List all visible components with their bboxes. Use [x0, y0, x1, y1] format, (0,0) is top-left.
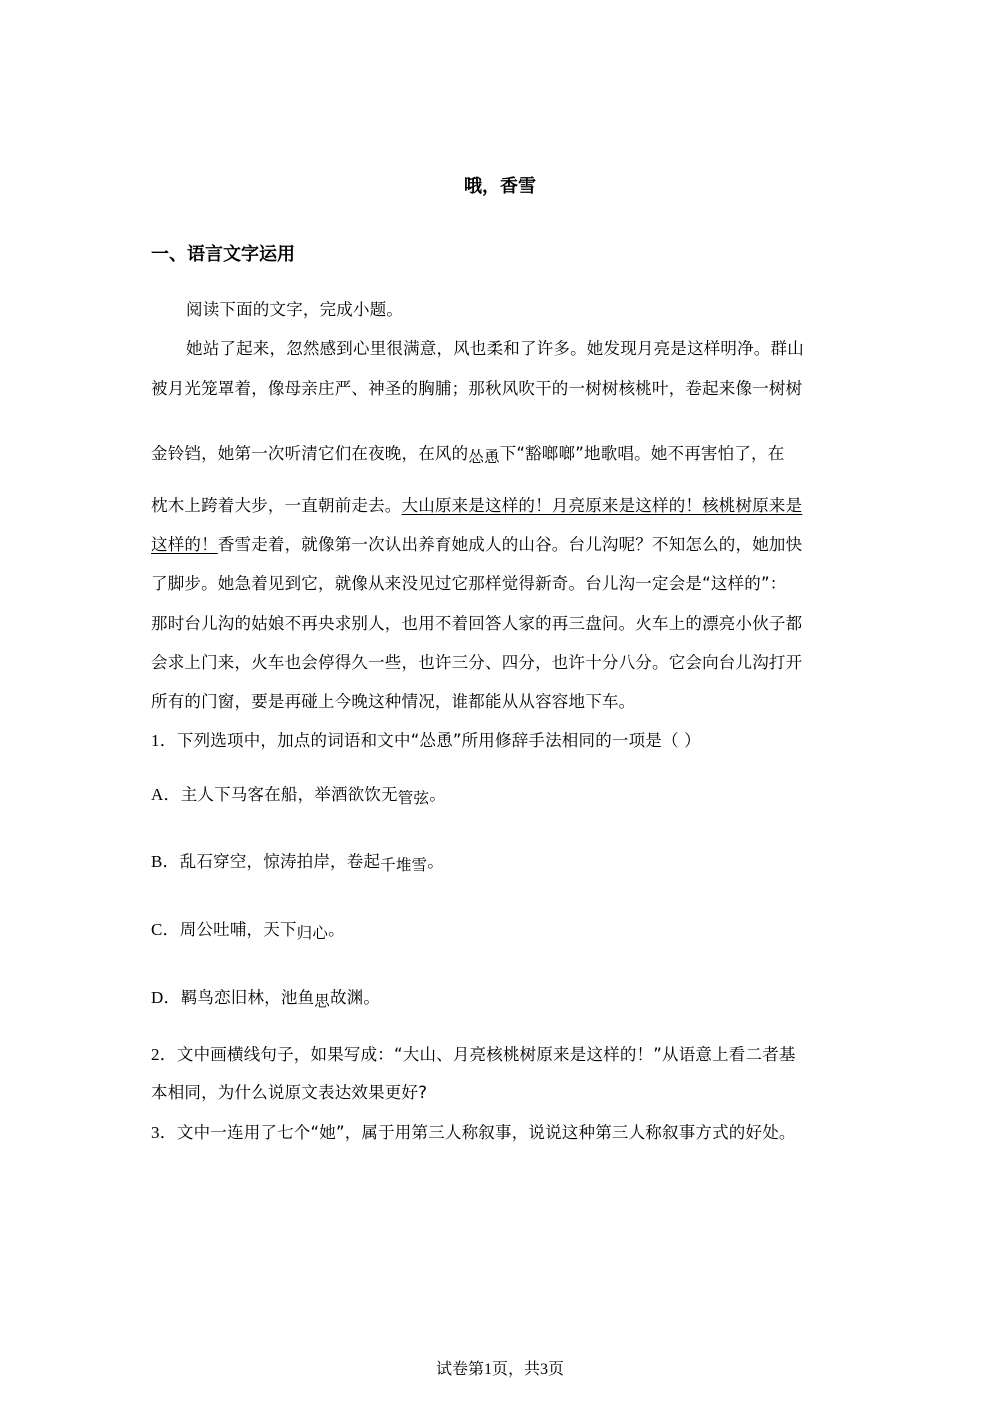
question-2-continued: 本相同，为什么说原文表达效果更好? [151, 1083, 428, 1102]
page-footer [0, 1356, 1000, 1379]
question-text: 文中一连用了七个“她”，属于用第三人称叙事，说说这种第三人称叙事方式的好处。 [176, 1123, 796, 1142]
option-text-end: 。 [429, 785, 446, 804]
option-d[interactable] [151, 983, 380, 1008]
option-text: 乱石穿空，惊涛拍岸，卷起 [179, 852, 381, 871]
passage-line: 所有的门窗，要是再碰上今晚这种情况，谁都能从从容容地下车。 [151, 692, 636, 711]
dotted-word: 管弦 [397, 789, 430, 807]
option-label: C． [151, 920, 180, 939]
footer-text: 页 [548, 1359, 565, 1378]
passage-segment: 香雪走着，就像第一次认出养育她成人的山谷。台儿沟呢？不知怎么的，她加快 [217, 535, 803, 554]
option-text-end: 故渊。 [330, 988, 381, 1007]
passage-segment: 枕木上跨着大步，一直朝前走去。 [151, 496, 402, 515]
footer-total-pages: 3 [540, 1361, 548, 1378]
footer-text: 页，共 [491, 1359, 540, 1378]
footer-text: 试卷第 [435, 1359, 484, 1378]
page-title: 哦，香雪 [464, 176, 536, 197]
question-number: 2． [151, 1045, 177, 1064]
passage-segment: 金铃铛，她第一次听清它们在夜晚，在风的 [151, 444, 469, 463]
question-text: 文中画横线句子，如果写成：“大山、月亮核桃树原来是这样的！”从语意上看二者基 [176, 1045, 796, 1064]
footer-page-number: 1 [483, 1361, 492, 1378]
passage-line: 会求上门来，火车也会停得久一些，也许三分、四分，也许十分八分。它会向台儿沟打开 [151, 653, 803, 672]
option-text: 羁鸟恋旧林，池鱼 [180, 988, 315, 1007]
question-number: 3． [151, 1123, 177, 1142]
passage-line: 她站了起来，忽然感到心里很满意，风也柔和了许多。她发现月亮是这样明净。群山 [186, 339, 804, 358]
question-text: 下列选项中，加点的词语和文中“怂恿”所用修辞手法相同的一项是（ ） [176, 731, 701, 750]
instruction-text: 阅读下面的文字，完成小题。 [186, 300, 404, 319]
passage-line: 了脚步。她急着见到它，就像从来没见过它那样觉得新奇。台儿沟一定会是“这样的”： [151, 574, 787, 593]
dotted-word: 归心 [296, 924, 329, 942]
passage-segment: 下“豁啷啷”地歌唱。她不再害怕了，在 [499, 444, 785, 463]
option-a[interactable] [151, 780, 446, 805]
option-text-end: 。 [328, 920, 345, 939]
question-number: 1． [151, 731, 177, 750]
passage-line: 那时台儿沟的姑娘不再央求别人，也用不着回答人家的再三盘问。火车上的漂亮小伙子都 [151, 614, 803, 633]
passage-line: 被月光笼罩着，像母亲庄严、神圣的胸脯；那秋风吹干的一树树核桃叶，卷起来像一树树 [151, 379, 803, 398]
option-label: A． [151, 785, 181, 804]
dotted-word: 千堆雪 [380, 856, 428, 874]
underlined-sentence: 大山原来是这样的！月亮原来是这样的！核桃树原来是 [401, 496, 803, 515]
question-3 [151, 1118, 796, 1143]
option-label: D． [151, 988, 181, 1007]
option-b[interactable] [151, 847, 444, 872]
option-text: 周公吐哺，天下 [179, 920, 297, 939]
dotted-word: 怂恿 [468, 448, 500, 466]
question-1 [151, 726, 701, 751]
question-2 [151, 1040, 796, 1065]
section-heading: 一、语言文字运用 [151, 244, 295, 265]
dotted-word: 思 [314, 992, 330, 1010]
option-label: B． [151, 852, 180, 871]
passage-line [151, 531, 802, 555]
underlined-sentence: 这样的！ [151, 535, 218, 554]
passage-line [151, 492, 802, 516]
option-text-end: 。 [427, 852, 444, 871]
passage-line [151, 440, 784, 464]
option-text: 主人下马客在船，举酒欲饮无 [180, 785, 398, 804]
option-c[interactable] [151, 915, 345, 940]
